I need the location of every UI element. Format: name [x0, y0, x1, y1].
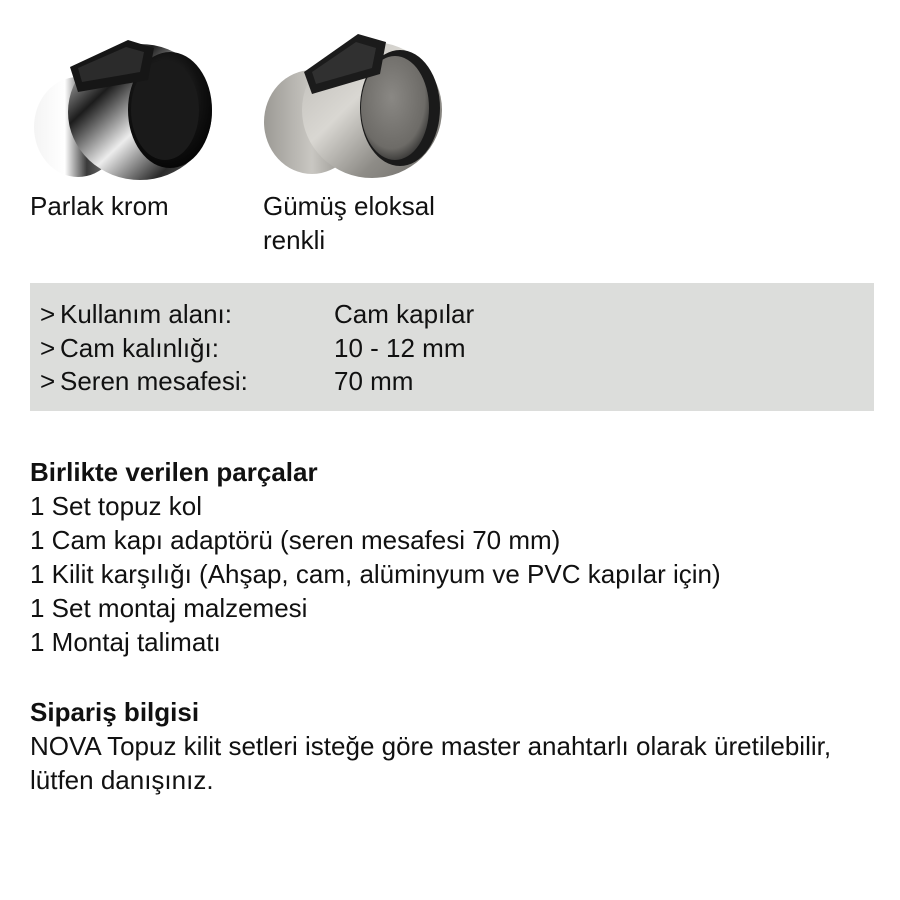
list-item: 1 Cam kapı adaptörü (seren mesafesi 70 mm): [30, 525, 561, 555]
spec-label: Cam kalınlığı:: [60, 333, 219, 363]
knob-anodized-icon: [262, 22, 447, 182]
spec-label: Kullanım alanı:: [60, 299, 232, 329]
included-parts-title: Birlikte verilen parçalar: [30, 457, 318, 487]
arrow-marker: >: [40, 366, 56, 396]
arrow-marker: >: [40, 299, 56, 329]
spec-value: Cam kapılar: [334, 299, 475, 329]
product-image-chrome: [30, 22, 215, 182]
spec-value: 10 - 12 mm: [334, 333, 466, 363]
list-item: 1 Montaj talimatı: [30, 627, 221, 657]
spec-row-usage-area: [40, 298, 475, 330]
knob-chrome-icon: [30, 22, 215, 182]
caption-silver-anodized: Gümüş eloksal renkli: [263, 191, 435, 255]
arrow-marker: >: [40, 333, 56, 363]
spec-row-backset: [40, 365, 414, 397]
order-info-title: Sipariş bilgisi: [30, 697, 200, 727]
included-parts-list: [30, 489, 870, 659]
spec-box: [30, 283, 874, 411]
caption-polished-chrome: Parlak krom: [30, 191, 169, 221]
list-item: 1 Set montaj malzemesi: [30, 593, 308, 623]
list-item: 1 Set topuz kol: [30, 491, 202, 521]
spec-value: 70 mm: [334, 366, 414, 396]
included-parts-section: [30, 455, 870, 659]
order-info-section: [30, 695, 870, 797]
product-image-anodized: [262, 22, 447, 182]
order-info-text: NOVA Topuz kilit setleri isteğe göre master anahtarlı olarak üretilebilir, lütfen danışınız.: [30, 731, 832, 795]
spec-row-glass-thickness: [40, 332, 466, 364]
spec-label: Seren mesafesi:: [60, 366, 248, 396]
list-item: 1 Kilit karşılığı (Ahşap, cam, alüminyum ve PVC kapılar için): [30, 559, 721, 589]
